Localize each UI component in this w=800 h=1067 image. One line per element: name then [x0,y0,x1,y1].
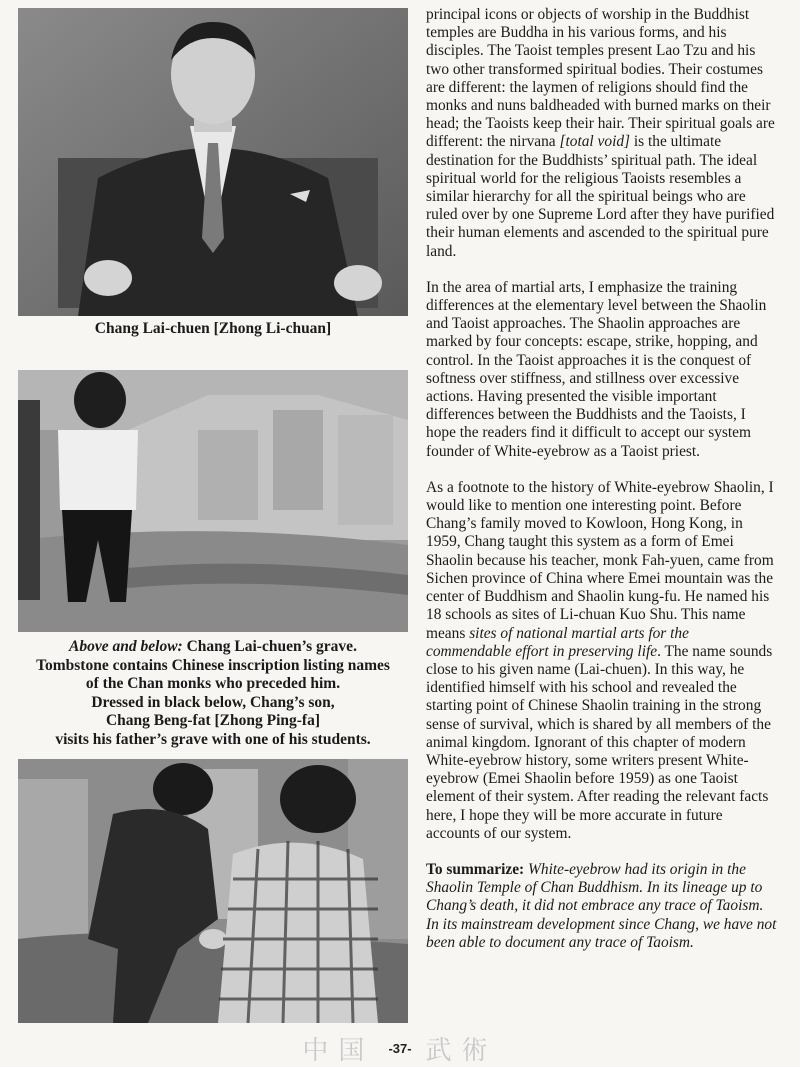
portrait-caption: Chang Lai-chuen [Zhong Li-chuan] [94,320,332,337]
visitors-photo [18,759,408,1023]
article-text [426,6,778,970]
caption-line: Dressed in black below, Chang’s son, [91,693,335,711]
grave-image [18,370,408,632]
caption-line: of the Chan monks who preceded him. [85,675,341,692]
page-number: -37- [388,1041,412,1056]
paragraph-3: As a footnote to the history of White-eyebrow Shaolin, I would like to mention one interesting point. Before Chang’s family moved to Kowloon, Hong Kong, in 1959, Chang taught this system as a form of Emei Shaolin because his teacher, monk Fah-yuen, came from Sichen province of China where Emei mountain was the center of Buddhism and Shaolin kung-fu. He named his 18 schools as sites of Li-chuan Kuo Shu. This name means sites of national martial arts for the commendable effort in preserving life. The name sounds close to his given name (Lai-chuen). In this way, he identified himself with his school and revealed the starting point of Chinese Shaolin training in the strong sense of survival, which is shared by all members of the animal kingdom. Ignorant of this chapter of modern White-eyebrow history, some writers present White-eyebrow (Emei Shaolin before 1959) as one Taoist element of their system. After reading the relevant facts here, I hope they will be more accurate in future accounts of our system. [426,478,774,842]
caption-line: Tombstone contains Chinese inscription listing names [36,656,390,674]
paragraph-1: principal icons or objects of worship in the Buddhist temples are Buddha in his various forms, and his disciples. The Taoist temples present Lao Tzu and his two other transformed spiritual bodies. Their costumes are different: the laymen of religions should find the monks and nuns baldheaded with burned marks on their head; the Taoists keep their hair. Their spiritual goals are different: the nirvana [total void] is the ultimate destination for the Buddhists’ spiritual path. The ideal spiritual world for the religious Taoists resembles a similar hierarchy for all the spiritual beings who are ruled over by one Supreme Lord after they have purified their human elements and ascended to the spiritual pure land. [426,6,775,260]
portrait-photo [18,8,408,316]
grave-photo [18,370,408,632]
page-footer [0,1030,800,1067]
portrait-image [18,8,408,316]
summary-lead: To summarize: [426,860,525,878]
visitors-image [18,759,408,1023]
caption-line: Chang Beng-fat [Zhong Ping-fa] [105,712,320,729]
paragraph-2: In the area of martial arts, I emphasize the training differences at the elementary level between the Shaolin and Taoist approaches. The Shaolin approaches are marked by four concepts: escape, strike, hopping, and control. In the Taoist approaches it is the conquest of softness over stiffness, and stillness over excessive actions. Having presented the visible important differences between the Buddhists and the Taoists, I hope the readers find it difficult to accept our system founder of White-eyebrow as a Taoist priest. [426,278,767,460]
watermark-right: 武術 [425,1035,498,1065]
paragraph-4-summary: To summarize: White-eyebrow had its origin in the Shaolin Temple of Chan Buddhism. In its lineage up to Chang’s death, it did not embrace any trace of Taoism. In its mainstream development since Chang, we have not been able to document any trace of Taoism. [426,860,777,951]
watermark-left: 中国 [302,1035,375,1065]
caption-lead: Above and below: [69,638,183,655]
grave-caption [18,638,408,749]
caption-line: visits his father’s grave with one of his students. [55,730,371,748]
caption-line: Chang Lai-chuen’s grave. [182,638,357,655]
